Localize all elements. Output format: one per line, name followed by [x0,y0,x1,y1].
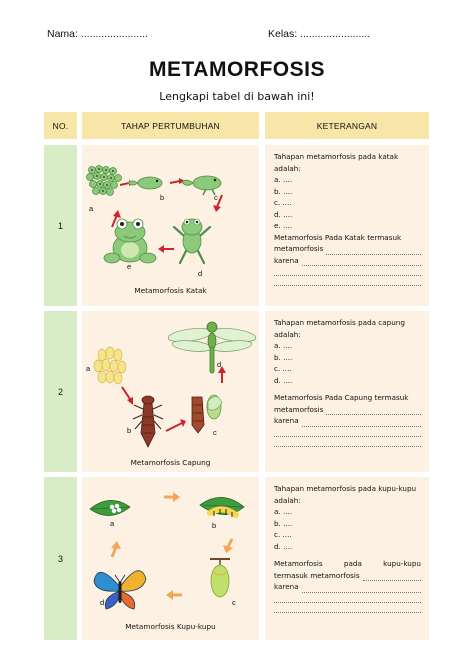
stage-answer-a[interactable]: a. .... [274,341,293,350]
answer-line[interactable] [274,603,421,613]
stage-label-a: a [89,204,94,213]
stage-answer-d[interactable]: d. .... [274,209,293,219]
instruction-text: Lengkapi tabel di bawah ini! [159,90,315,103]
butterfly-metamorphosis-cell [82,477,259,640]
stage-label-c: c [214,193,218,202]
class-field: Kelas: ........................ [268,28,371,40]
type-label: metamorfosis [274,244,324,253]
metamorphosis-type-question [274,558,421,570]
stage-label-d: d [100,598,105,607]
stage-answer-d[interactable]: d. .... [274,375,293,385]
reason-label: karena [274,255,299,265]
reason-answer-line[interactable] [274,581,421,593]
column-header-no: NO. [44,112,77,139]
column-header-description: KETERANGAN [265,112,429,139]
description-cell-dragonfly [265,311,429,472]
stage-answer-a[interactable]: a. .... [274,507,293,516]
type-label: metamorfosis [274,404,324,414]
metamorphosis-type-question: Metamorfosis Pada Katak termasuk [274,232,402,242]
stage-label-a: a [86,364,91,373]
illustration-caption: Metamorfosis Katak [134,286,207,295]
stage-label-a: a [110,519,115,528]
column-header-stage: TAHAP PERTUMBUHAN [82,112,259,139]
stage-label-d: d [217,360,222,369]
stages-intro-cont: adalah: [274,163,301,173]
answer-line[interactable] [274,437,421,447]
dragonfly-illustration [82,311,259,472]
illustration-caption: Metamorfosis Kupu-kupu [125,622,216,631]
stage-answer-d[interactable]: d. .... [274,541,293,551]
stage-answer-a[interactable]: a. .... [274,175,293,184]
reason-answer-line[interactable] [274,255,421,267]
stages-intro: Tahapan metamorfosis pada capung [274,318,405,327]
stage-label-d: d [198,269,203,278]
stage-answer-b[interactable]: b. .... [274,518,293,528]
stage-answer-c[interactable]: c. .... [274,530,292,539]
type-answer-line[interactable] [274,570,421,582]
metamorphosis-type-question: Metamorfosis Pada Capung termasuk [274,393,409,402]
butterfly-illustration [82,477,259,640]
row-number: 2 [44,311,77,472]
stages-intro: Tahapan metamorfosis pada kupu-kupu [274,484,417,493]
dragonfly-metamorphosis-cell [82,311,259,472]
type-label: termasuk metamorfosis [274,570,360,580]
type-answer-line[interactable] [274,243,421,255]
row-number: 3 [44,477,77,640]
stage-label-c: c [232,598,236,607]
name-field: Nama: ....................... [47,28,148,40]
question-word: pada [343,559,362,568]
stage-answer-c[interactable]: c. .... [274,198,292,207]
stages-intro-cont: adalah: [274,495,301,505]
description-cell-butterfly [265,477,429,640]
reason-answer-line[interactable] [274,415,421,427]
stage-label-b: b [212,521,217,530]
stages-intro-cont: adalah: [274,329,301,339]
stages-intro: Tahapan metamorfosis pada katak [274,152,399,161]
stage-answer-b[interactable]: b. .... [274,186,293,196]
answer-line[interactable] [274,427,421,437]
stage-answer-e[interactable]: e. .... [274,221,293,230]
reason-label: karena [274,582,299,591]
illustration-caption: Metamorfosis Capung [130,458,211,467]
frog-illustration [82,145,259,306]
reason-label: karena [274,416,299,425]
question-word: Metamorfosis [274,559,323,568]
stage-label-b: b [127,426,132,435]
answer-line[interactable] [274,593,421,603]
stage-label-c: c [213,428,217,437]
question-word: kupu-kupu [383,559,421,568]
answer-line[interactable] [274,266,421,276]
answer-line[interactable] [274,276,421,286]
stage-answer-b[interactable]: b. .... [274,352,293,362]
description-cell-frog [265,145,429,306]
row-number: 1 [44,145,77,306]
type-answer-line[interactable] [274,404,421,416]
frog-metamorphosis-cell [82,145,259,306]
stage-label-b: b [160,193,165,202]
stage-answer-c[interactable]: c. .... [274,364,292,373]
stage-label-e: e [127,262,132,271]
page-title: METAMORFOSIS [149,58,325,81]
